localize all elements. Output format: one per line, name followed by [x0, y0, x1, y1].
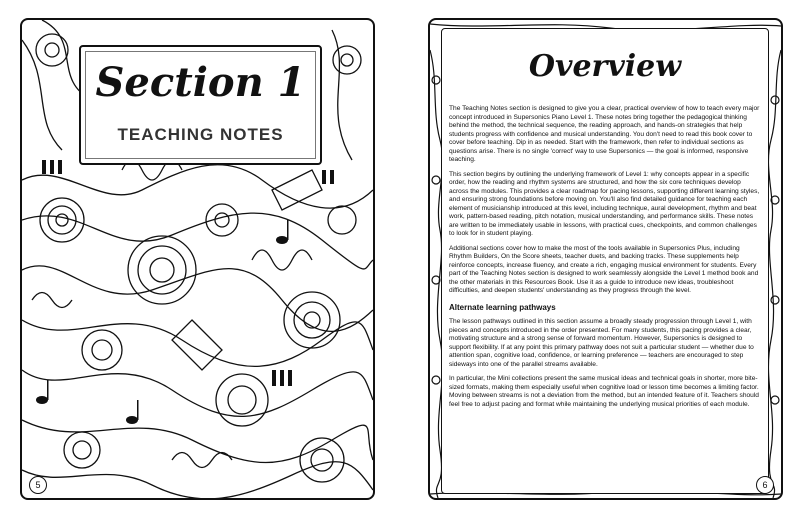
left-page [20, 18, 375, 500]
paragraph: The lesson pathways outlined in this section assume a broadly steady progression through Level 1, with pieces and concepts introduced in the order presented. For many students, this pacing provides a clear, motivating structure and a strong sense of forward momentum. However, Supersonics is designed to support flexibility. If at any point this primary pathway does not suit a particular student — whether due to attention span, cognitive load, confidence, or learning preference — teachers are encouraged to step sideways into one of the parallel streams available. [449, 318, 754, 368]
paragraph: This section begins by outlining the underlying framework of Level 1: why concepts appear in a specific order, how the reading and rhythm systems are structured, and how the six core techniques develop across the modules. This provides a clear roadmap for pacing lessons, supporting different learning styles, and ensuring strong foundations before moving on. You'll also find detailed guidance for teaching each element of musicianship introduced at this level, including technique, aural development, rhythm and beat work, pattern-based reading, pitch notation, musical understanding, and performance skills. These notes are written to be immediately usable in lessons, with practical cues, checkpoints, and common challenges to look for in student playing. [449, 170, 760, 237]
paragraph: In particular, the Mini collections present the same musical ideas and technical goals in shorter, more bite-sized formats, making them especially useful when cognitive load or lesson time becomes a limiting factor. Moving between streams is not a deviation from the method, but an intended feature of it. Teachers should feel free to adjust pacing and format while maintaining the underlying musical priorities of each module. [449, 375, 759, 408]
paragraph: Additional sections cover how to make the most of the tools available in Supersonics Plus, including Rhythm Builders, On the Score sheets, teacher duets, and backing tracks. These supplements help reinforce concepts, increase fluency, and create a rich, engaging musical environment for students. Every part of the Teaching Notes section is designed to work seamlessly alongside the Level 1 method book and the other materials in this Resources Book. Use it as a guide to introduce new ideas, troubleshoot difficulties, and deepen students' understanding as they progress through the level. [449, 244, 759, 294]
page-number-right: 6 [756, 476, 774, 494]
content-box [441, 28, 769, 494]
paragraph: The Teaching Notes section is designed to give you a clear, practical overview of how to teach every major concept introduced in Supersonics Piano Level 1. These notes bring together the pedagogical thinking behind the method, the technical sequence, the reading approach, and hands-on strategies that help students progress with confidence and musical understanding. You don't need to read this book cover to cover before teaching. Dip in as needed. Start with the framework, then refer to individual sections as questions arise. There is no single 'correct' way to use Supersonics — the goal is informed, responsive teaching. [449, 105, 760, 163]
overview-title: Overview [528, 49, 682, 84]
section-subtitle: TEACHING NOTES [117, 125, 284, 144]
page-number-left: 5 [29, 476, 47, 494]
right-page [428, 18, 783, 500]
section-title-box [79, 45, 322, 165]
subheading: Alternate learning pathways [449, 302, 556, 312]
section-title: Section 1 [95, 59, 306, 106]
body-text [449, 105, 761, 415]
